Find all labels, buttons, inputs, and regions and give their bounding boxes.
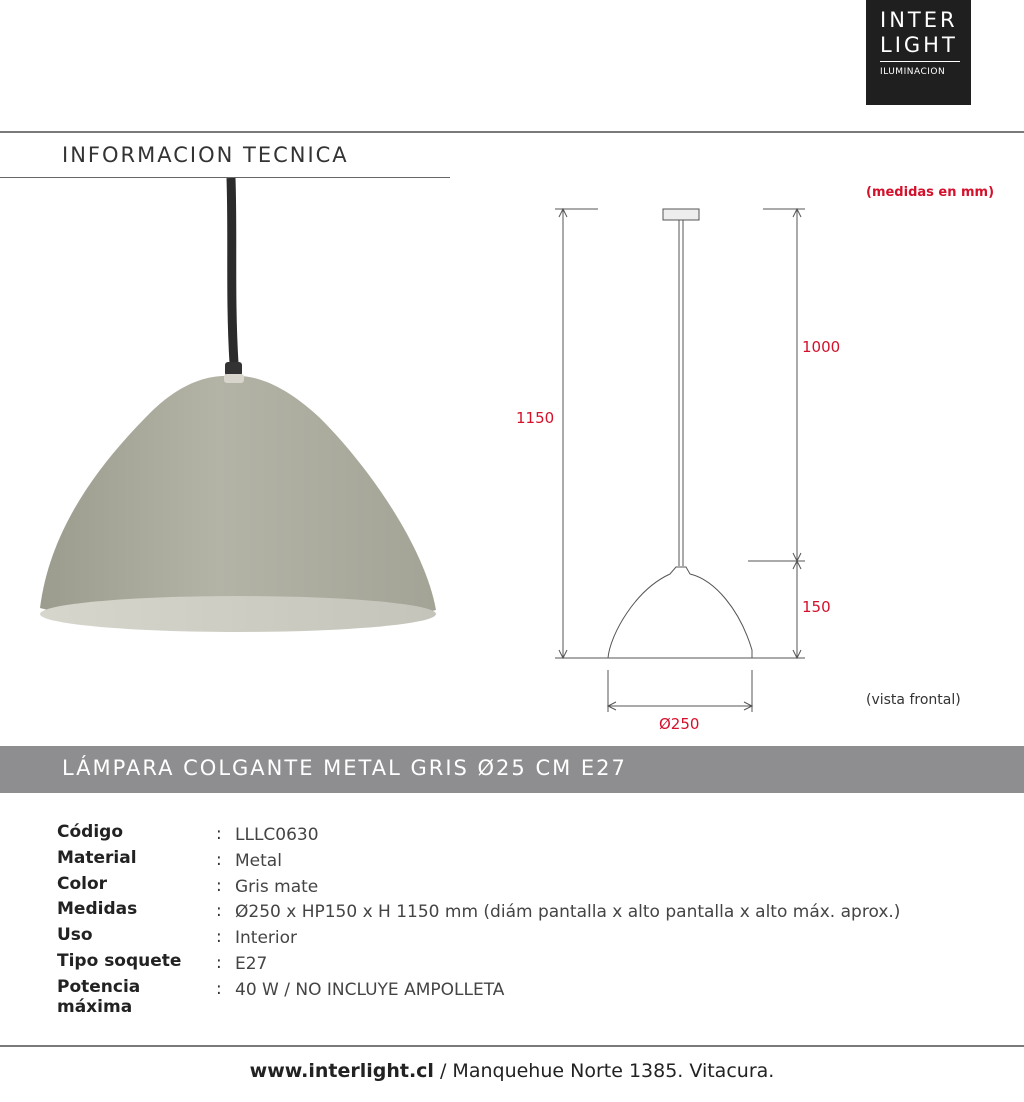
dim-diameter: Ø250 (659, 715, 700, 733)
dim-total-height: 1150 (516, 409, 555, 427)
dim-shade-height: 150 (802, 598, 831, 616)
view-note: (vista frontal) (866, 692, 961, 708)
spec-colon: : (216, 952, 222, 973)
logo-divider (880, 61, 960, 62)
spec-value: Interior (235, 928, 298, 949)
dim-cable-length: 1000 (802, 338, 841, 356)
brand-logo (866, 0, 971, 105)
spec-value: Gris mate (235, 876, 319, 897)
section-title: INFORMACION TECNICA (62, 143, 349, 167)
header-divider (0, 131, 1024, 133)
spec-colon: : (216, 927, 222, 948)
technical-drawing (500, 180, 1024, 740)
cable-connector (225, 362, 242, 376)
spec-colon: : (216, 849, 222, 870)
footer (0, 1060, 1024, 1082)
logo-line-light: LIGHT (880, 33, 958, 57)
drawing-shade (608, 567, 752, 658)
shade-cap (224, 374, 244, 383)
spec-label: Color (57, 873, 108, 894)
spec-colon: : (216, 978, 222, 999)
cable (231, 178, 234, 363)
product-photo (0, 178, 470, 658)
spec-label: Material (57, 847, 137, 868)
spec-colon: : (216, 875, 222, 896)
spec-label: Uso (57, 925, 93, 946)
shade-rim (40, 596, 436, 632)
spec-label: Medidas (57, 899, 138, 920)
spec-label: Potencia máxima (57, 976, 141, 1017)
spec-value: Metal (235, 850, 282, 871)
footer-address: / Manquehue Norte 1385. Vitacura. (433, 1060, 775, 1082)
measure-unit-note: (medidas en mm) (866, 185, 995, 200)
logo-line-inter: INTER (880, 8, 958, 32)
product-title: LÁMPARA COLGANTE METAL GRIS Ø25 CM E27 (62, 756, 627, 780)
spec-value: Ø250 x HP150 x H 1150 mm (diám pantalla x alto pantalla x alto máx. aprox.) (235, 902, 901, 923)
spec-label: Tipo soquete (57, 950, 182, 971)
spec-colon: : (216, 901, 222, 922)
spec-label: Código (57, 822, 123, 842)
logo-line-iluminacion: ILUMINACION (880, 67, 946, 77)
spec-colon: : (216, 824, 222, 844)
footer-divider (0, 1045, 1024, 1047)
product-banner (0, 746, 1024, 793)
footer-website-link[interactable]: www.interlight.cl (249, 1060, 434, 1082)
lamp-shade (40, 376, 436, 625)
spec-value: LLLC0630 (235, 825, 319, 845)
spec-value: 40 W / NO INCLUYE AMPOLLETA (235, 979, 505, 1000)
spec-value: E27 (235, 953, 268, 974)
